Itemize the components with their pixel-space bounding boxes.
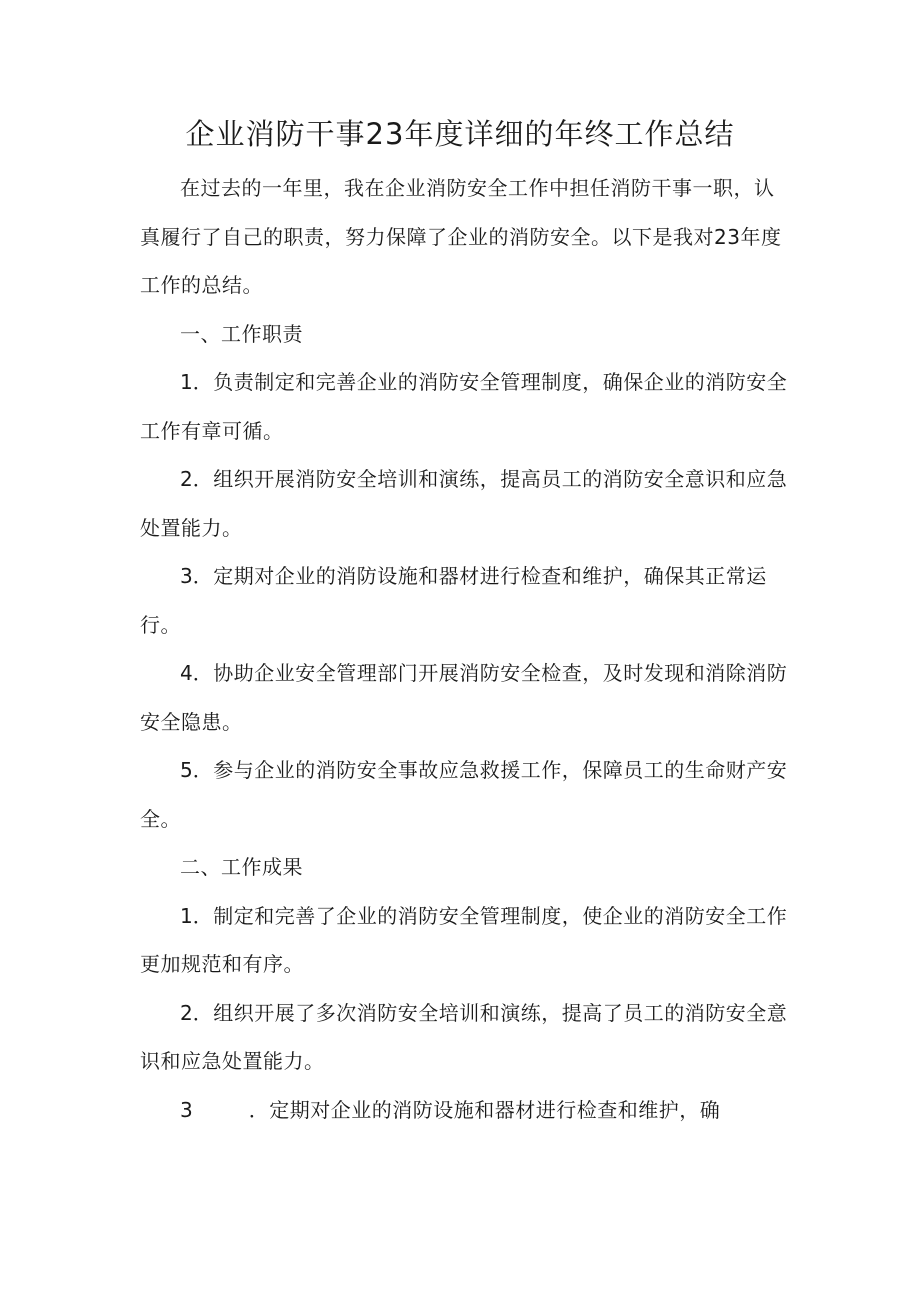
- item-number: 3: [180, 564, 193, 588]
- item-text: ．定期对企业的消防设施和器材进行检查和维护，确保其正常运行。: [140, 564, 767, 637]
- document-title: 企业消防干事23年度详细的年终工作总结: [185, 117, 735, 151]
- result-item: [140, 1086, 790, 1135]
- section-heading-results: 二、工作成果: [180, 855, 303, 879]
- item-number: 4: [180, 661, 193, 685]
- duty-item: [140, 552, 790, 649]
- duty-item: [140, 358, 790, 455]
- duty-item: [140, 455, 790, 552]
- section-heading-duties: 一、工作职责: [180, 321, 303, 346]
- item-number: 2: [180, 467, 193, 491]
- intro-paragraph: 在过去的一年里，我在企业消防安全工作中担任消防干事一职，认真履行了自己的职责，努力保障了企业的消防安全。以下是我对23年度工作的总结。: [140, 176, 782, 297]
- item-text: ．组织开展消防安全培训和演练，提高员工的消防安全意识和应急处置能力。: [140, 467, 788, 540]
- item-number: 5: [180, 758, 193, 782]
- item-text: ．协助企业安全管理部门开展消防安全检查，及时发现和消除消防安全隐患。: [140, 661, 788, 734]
- document-body: [140, 164, 790, 1134]
- item-text: ．制定和完善了企业的消防安全管理制度，使企业的消防安全工作更加规范和有序。: [140, 903, 788, 976]
- result-item: [140, 892, 790, 989]
- item-number: 3: [180, 1097, 193, 1122]
- result-item: [140, 989, 790, 1086]
- duty-item: [140, 649, 790, 746]
- item-text: ．定期对企业的消防设施和器材进行检查和维护，确: [248, 1097, 721, 1122]
- item-text: ．组织开展了多次消防安全培训和演练，提高了员工的消防安全意识和应急处置能力。: [140, 1000, 788, 1073]
- item-number: 2: [180, 1000, 193, 1025]
- item-number: 1: [180, 903, 193, 928]
- item-text: ．负责制定和完善企业的消防安全管理制度，确保企业的消防安全工作有章可循。: [140, 370, 788, 443]
- duty-item: [140, 746, 790, 843]
- item-number: 1: [180, 370, 193, 394]
- item-text: ．参与企业的消防安全事故应急救援工作，保障员工的生命财产安全。: [140, 758, 788, 831]
